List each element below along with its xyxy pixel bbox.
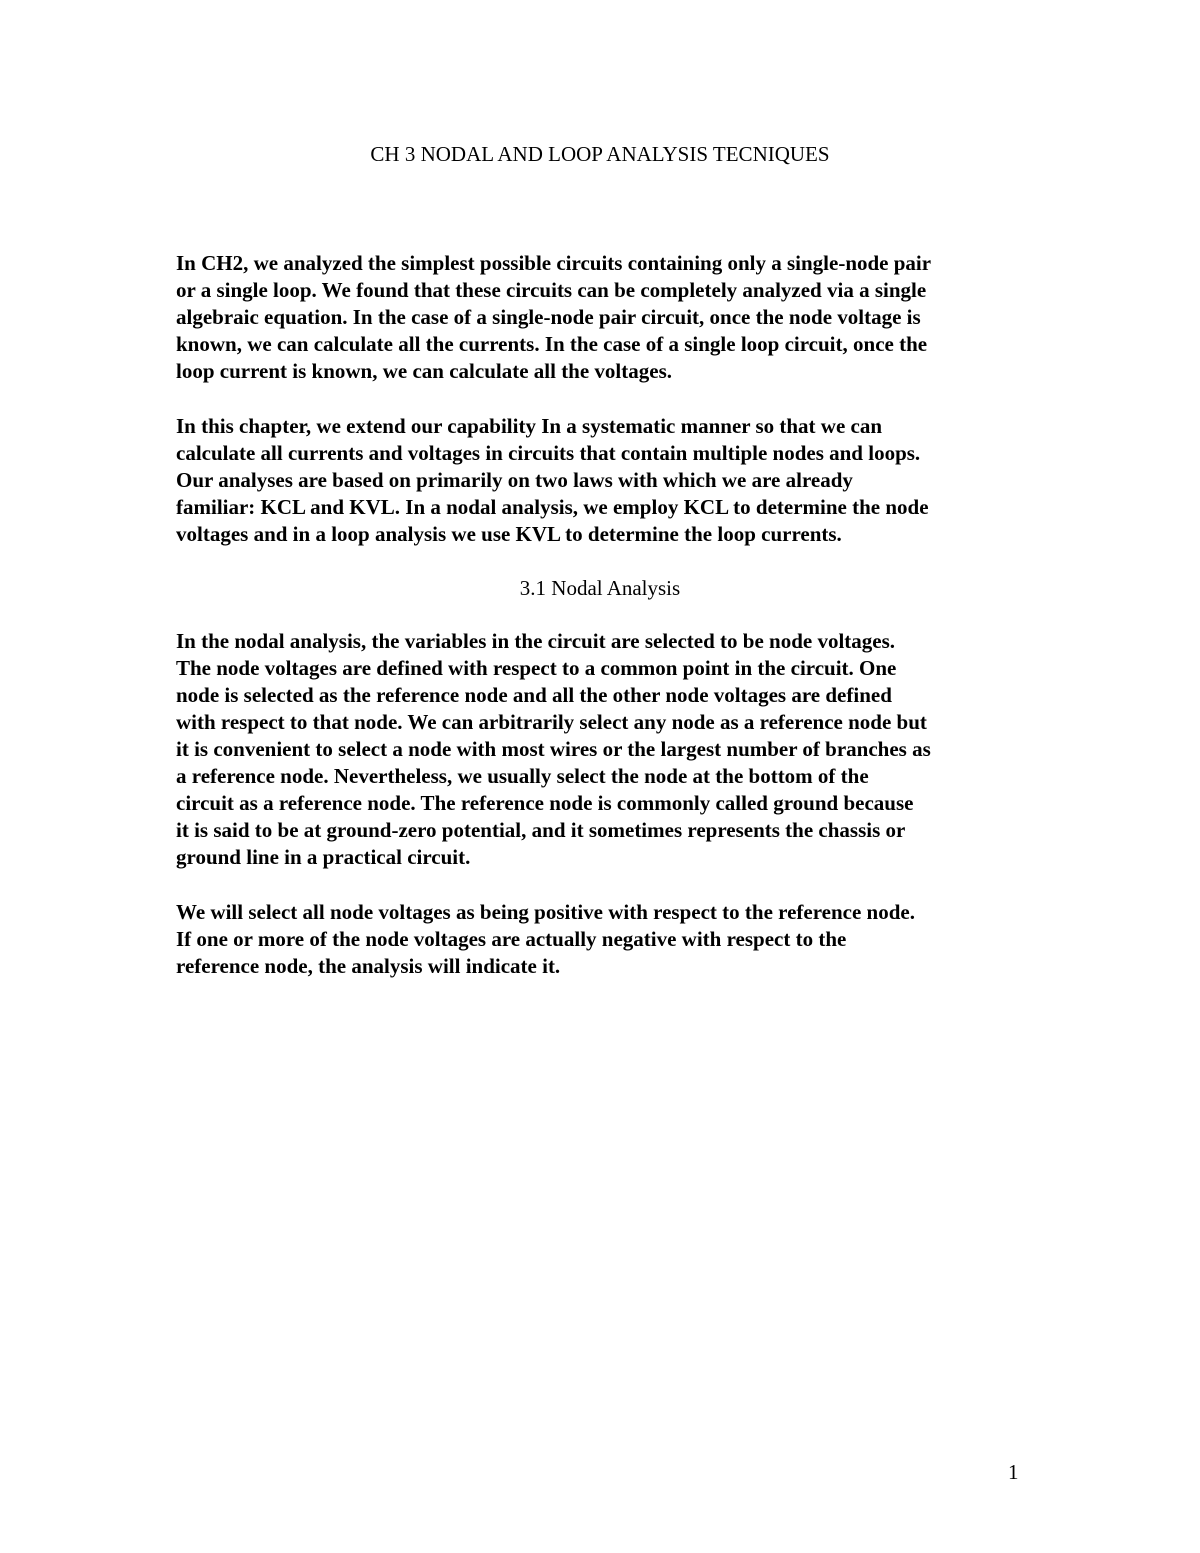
text-line: Our analyses are based on primarily on two laws with which we are already (176, 468, 853, 492)
text-line: voltages and in a loop analysis we use KVL to determine the loop currents. (176, 522, 842, 546)
text-line: If one or more of the node voltages are actually negative with respect to the (176, 927, 847, 951)
text-line: node is selected as the reference node and all the other node voltages are defined (176, 683, 892, 707)
text-line: We will select all node voltages as being positive with respect to the reference node. (176, 900, 915, 924)
text-line: a reference node. Nevertheless, we usually select the node at the bottom of the (176, 764, 869, 788)
text-line: or a single loop. We found that these circuits can be completely analyzed via a single (176, 278, 927, 302)
text-line: reference node, the analysis will indicate it. (176, 954, 561, 978)
text-line: ground line in a practical circuit. (176, 845, 471, 869)
text-line: loop current is known, we can calculate all the voltages. (176, 359, 673, 383)
page-title: CH 3 NODAL AND LOOP ANALYSIS TECNIQUES (370, 142, 830, 166)
text-line: it is said to be at ground-zero potential, and it sometimes represents the chassis or (176, 818, 906, 842)
section-heading: 3.1 Nodal Analysis (519, 576, 681, 600)
text-line: with respect to that node. We can arbitrarily select any node as a reference node but (176, 710, 927, 734)
intro-paragraph-1 (176, 250, 1036, 385)
page-number: 1 (1008, 1460, 1019, 1484)
text-line: circuit as a reference node. The reference node is commonly called ground because (176, 791, 914, 815)
text-line: The node voltages are defined with respect to a common point in the circuit. One (176, 656, 897, 680)
text-line: In the nodal analysis, the variables in the circuit are selected to be node voltages. (176, 629, 896, 653)
text-line: In CH2, we analyzed the simplest possible circuits containing only a single-node pair (176, 251, 932, 275)
intro-paragraph-2 (176, 413, 1036, 548)
text-line: known, we can calculate all the currents. In the case of a single loop circuit, once the (176, 332, 928, 356)
text-line: familiar: KCL and KVL. In a nodal analysis, we employ KCL to determine the node (176, 495, 929, 519)
text-line: algebraic equation. In the case of a single-node pair circuit, once the node voltage is (176, 305, 921, 329)
section-paragraph-1 (176, 628, 1036, 871)
text-line: In this chapter, we extend our capability In a systematic manner so that we can (176, 414, 883, 438)
text-line: it is convenient to select a node with most wires or the largest number of branches as (176, 737, 931, 761)
text-line: calculate all currents and voltages in circuits that contain multiple nodes and loops. (176, 441, 921, 465)
section-paragraph-2 (176, 899, 1036, 980)
